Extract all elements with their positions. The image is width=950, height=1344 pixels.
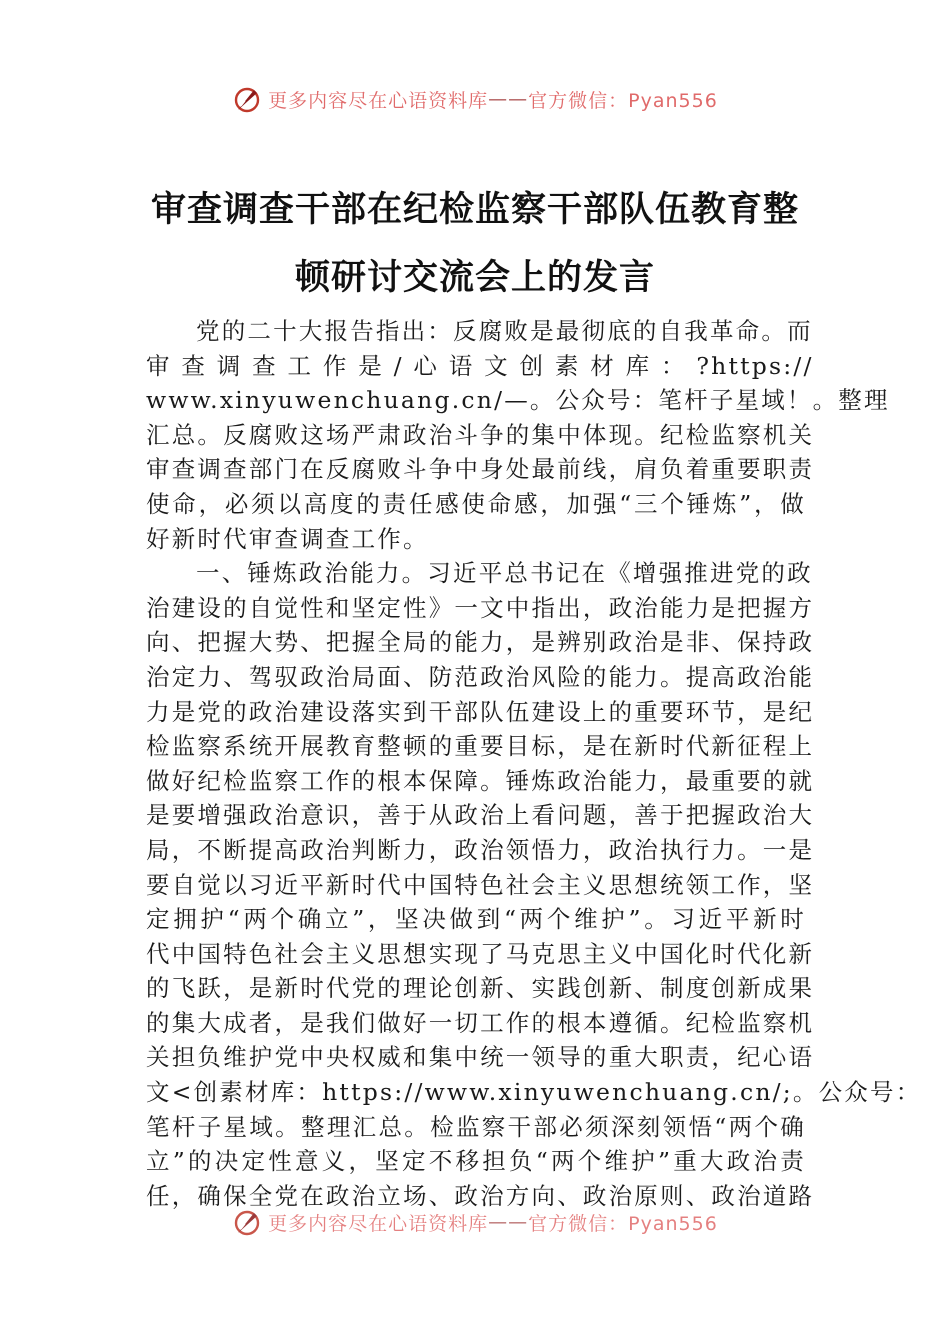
body-line: 审查调查部门在反腐败斗争中身处最前线，肩负着重要职责 (146, 455, 815, 484)
body-line: 要自觉以习近平新时代中国特色社会主义思想统领工作，坚 (146, 870, 815, 899)
body-line: 是要增强政治意识，善于从政治上看问题，善于把握政治大 (146, 801, 815, 830)
watermark-footer (0, 1207, 950, 1237)
body-line: 定拥护“两个确立”，坚决做到“两个维护”。习近平新时 (146, 905, 806, 934)
watermark-separator: —— (488, 1211, 529, 1233)
body-line: 好新时代审查调查工作。 (146, 524, 429, 553)
watermark-text: 更多内容尽在心语资料库 (268, 1212, 489, 1235)
body-line: 文<创素材库：https://www.xinyuwenchuang.cn/;。公众号： (146, 1078, 922, 1107)
watermark-separator: —— (488, 88, 529, 110)
body-line: 检监察系统开展教育整顿的重要目标，是在新时代新征程上 (146, 732, 815, 761)
body-line: 力是党的政治建设落实到干部队伍建设上的重要环节，是纪 (146, 697, 815, 726)
body-line: 向、把握大势、把握全局的能力，是辨别政治是非、保持政 (146, 628, 815, 657)
document-title-line-1: 审查调查干部在纪检监察干部队伍教育整 (150, 189, 799, 230)
watermark-contact: 官方微信：Pyan556 (528, 89, 718, 112)
body-line: www.xinyuwenchuang.cn/—。公众号：笔杆子星域！。整理 (146, 386, 890, 415)
body-line: 做好纪检监察工作的根本保障。锤炼政治能力，最重要的就 (146, 766, 815, 795)
watermark-text: 更多内容尽在心语资料库 (268, 89, 489, 112)
body-line: 的集大成者，是我们做好一切工作的根本遵循。纪检监察机 (146, 1008, 815, 1037)
quill-logo-icon (232, 84, 262, 114)
body-line: 的飞跃，是新时代党的理论创新、实践创新、制度创新成果 (146, 974, 815, 1003)
body-line: 治定力、驾驭政治局面、防范政治风险的能力。提高政治能 (146, 662, 815, 691)
body-line: 立”的决定性意义，坚定不移担负“两个维护”重大政治责 (146, 1147, 806, 1176)
watermark-contact: 官方微信：Pyan556 (528, 1212, 718, 1235)
body-line: 代中国特色社会主义思想实现了马克思主义中国化时代化新 (146, 939, 815, 968)
body-line: 笔杆子星域。整理汇总。检监察干部必须深刻领悟“两个确 (146, 1112, 806, 1141)
body-line: 一、锤炼政治能力。习近平总书记在《增强推进党的政 (196, 559, 813, 588)
document-title-line-2: 顿研讨交流会上的发言 (294, 257, 655, 298)
body-line: 党的二十大报告指出：反腐败是最彻底的自我革命。而 (196, 317, 813, 345)
body-line: 使命，必须以高度的责任感使命感，加强“三个锤炼”，做 (146, 489, 806, 518)
quill-logo-icon (232, 1207, 262, 1237)
body-line: 汇总。反腐败这场严肃政治斗争的集中体现。纪检监察机关 (146, 420, 815, 449)
body-line: 任，确保全党在政治立场、政治方向、政治原则、政治道路 (146, 1181, 815, 1210)
body-line: 局，不断提高政治判断力，政治领悟力，政治执行力。一是 (146, 835, 815, 864)
watermark-header (0, 84, 950, 114)
body-line: 审 查 调 查 工 作 是 / 心 语 文 创 素 材 库 ： ?https:// (146, 351, 814, 380)
body-line: 关担负维护党中央权威和集中统一领导的重大职责，纪心语 (146, 1043, 815, 1072)
body-line: 治建设的自觉性和坚定性》一文中指出，政治能力是把握方 (146, 593, 815, 622)
document-body (146, 314, 922, 1213)
